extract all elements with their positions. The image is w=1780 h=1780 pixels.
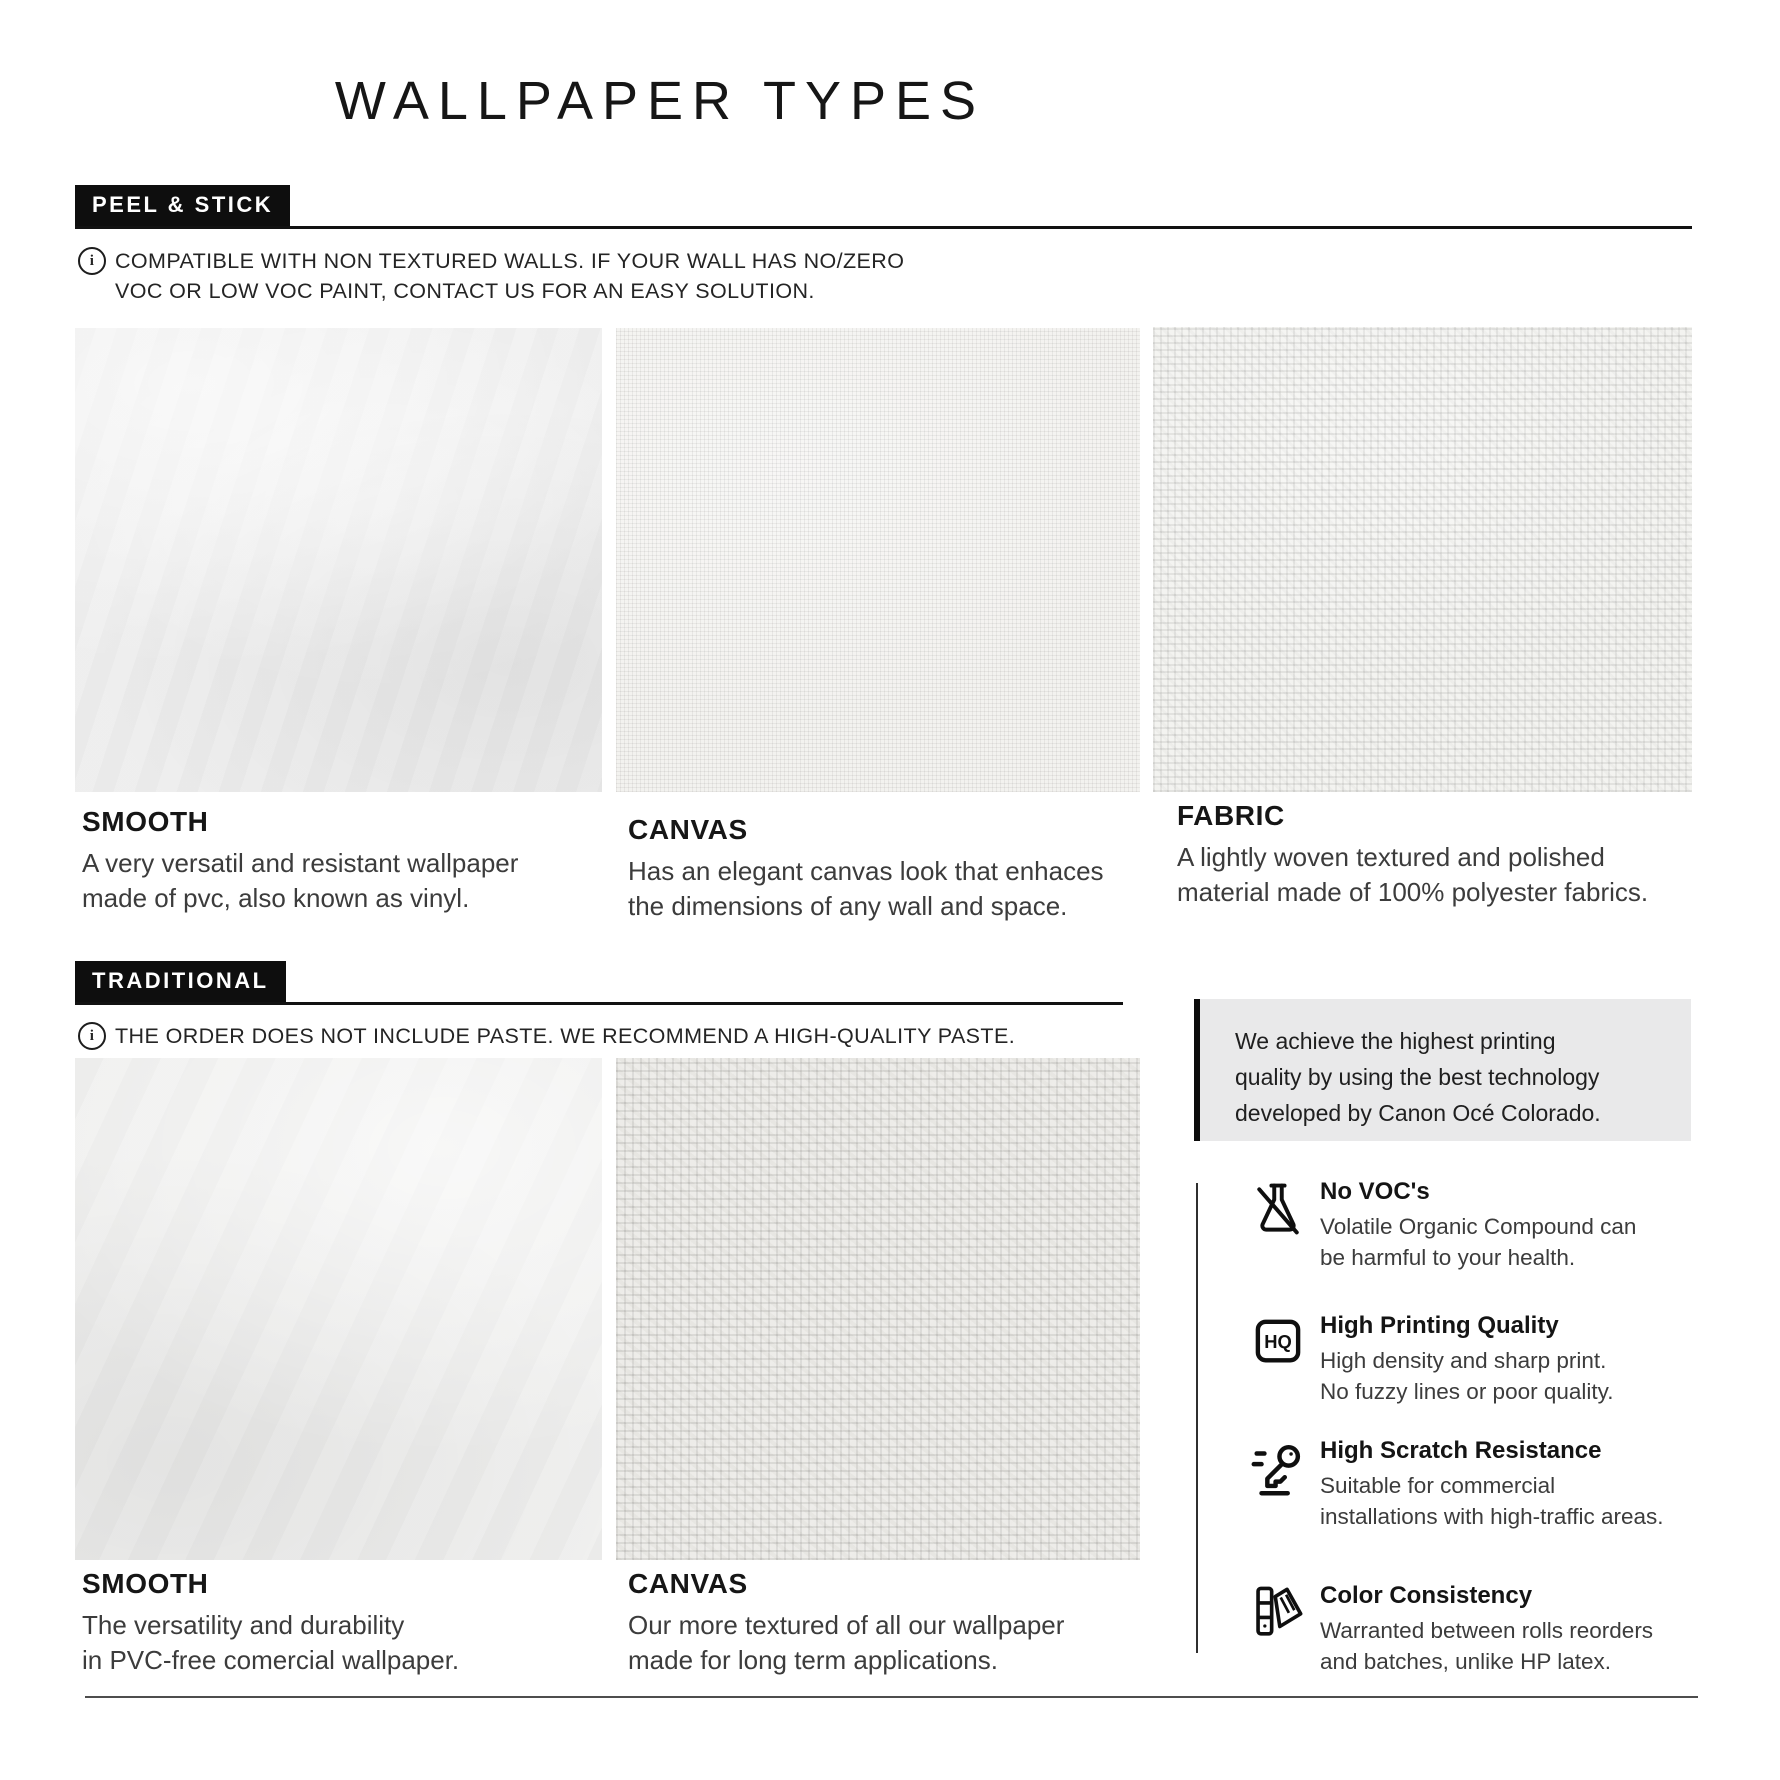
peel-stick-note [78,246,1078,306]
peel-stick-canvas-swatch [616,328,1140,792]
traditional-smooth-swatch [75,1058,602,1560]
swatch-name: CANVAS [628,814,748,845]
feature-color-consistency [1238,1582,1708,1677]
feature-no-voc [1238,1178,1708,1273]
quality-line: developed by Canon Océ Colorado. [1235,1100,1601,1126]
swatch-desc: made for long term applications. [628,1645,998,1675]
swatch-desc: in PVC-free comercial wallpaper. [82,1645,460,1675]
feature-desc: Warranted between rolls reorders [1320,1618,1654,1643]
feature-title: Color Consistency [1320,1582,1533,1609]
feature-desc: Volatile Organic Compound can [1320,1214,1637,1239]
caption-trad-smooth [82,1568,602,1678]
feature-desc: High density and sharp print. [1320,1348,1607,1373]
color-swatchbook-icon [1238,1583,1318,1646]
swatch-desc: Has an elegant canvas look that enhaces [628,856,1104,886]
features-divider [1196,1183,1198,1653]
feature-title: High Scratch Resistance [1320,1437,1602,1464]
feature-desc: installations with high-traffic areas. [1320,1504,1664,1529]
peel-stick-smooth-swatch [75,328,602,792]
traditional-label: TRADITIONAL [75,961,286,1002]
caption-trad-canvas [628,1568,1148,1678]
caption-peel-fabric [1177,800,1697,910]
page-title: WALLPAPER TYPES [334,71,986,131]
note-line: VOC OR LOW VOC PAINT, CONTACT US FOR AN EASY SOLUTION. [115,279,815,303]
no-voc-flask-icon [1238,1179,1318,1244]
traditional-note [78,1021,1118,1051]
caption-peel-canvas [628,814,1148,924]
info-icon [78,1022,106,1050]
swatch-name: FABRIC [1177,800,1285,831]
swatch-desc: material made of 100% polyester fabrics. [1177,877,1649,907]
feature-high-scratch-resistance [1238,1437,1708,1532]
hq-badge-icon [1238,1313,1318,1374]
svg-text:HQ: HQ [1264,1331,1292,1352]
peel-stick-header [75,168,1692,229]
feature-title: High Printing Quality [1320,1312,1559,1339]
peel-stick-fabric-swatch [1153,327,1692,792]
quality-line: We achieve the highest printing [1235,1028,1556,1054]
note-line: COMPATIBLE WITH NON TEXTURED WALLS. IF YOUR WALL HAS NO/ZERO [115,249,905,273]
quality-callout-box [1194,999,1691,1141]
swatch-desc: Our more textured of all our wallpaper [628,1610,1065,1640]
feature-desc: and batches, unlike HP latex. [1320,1649,1612,1674]
key-icon [1238,1438,1318,1505]
traditional-header [75,944,1123,1005]
swatch-desc: the dimensions of any wall and space. [628,891,1068,921]
swatch-desc: made of pvc, also known as vinyl. [82,883,470,913]
feature-high-printing-quality [1238,1312,1708,1407]
quality-line: quality by using the best technology [1235,1064,1600,1090]
info-icon [78,247,106,275]
swatch-desc: A lightly woven textured and polished [1177,842,1605,872]
note-line: THE ORDER DOES NOT INCLUDE PASTE. WE RECOMMEND A HIGH-QUALITY PASTE. [115,1024,1016,1048]
feature-title: No VOC's [1320,1178,1430,1205]
swatch-name: SMOOTH [82,806,209,837]
feature-desc: Suitable for commercial [1320,1473,1556,1498]
swatch-desc: A very versatil and resistant wallpaper [82,848,519,878]
peel-stick-label: PEEL & STICK [75,185,290,226]
quality-box-accent-bar [1194,999,1200,1141]
feature-desc: No fuzzy lines or poor quality. [1320,1379,1614,1404]
swatch-desc: The versatility and durability [82,1610,405,1640]
swatch-name: SMOOTH [82,1568,209,1599]
caption-peel-smooth [82,806,602,916]
feature-desc: be harmful to your health. [1320,1245,1576,1270]
bottom-divider [85,1696,1698,1698]
traditional-canvas-swatch [616,1058,1140,1560]
swatch-name: CANVAS [628,1568,748,1599]
